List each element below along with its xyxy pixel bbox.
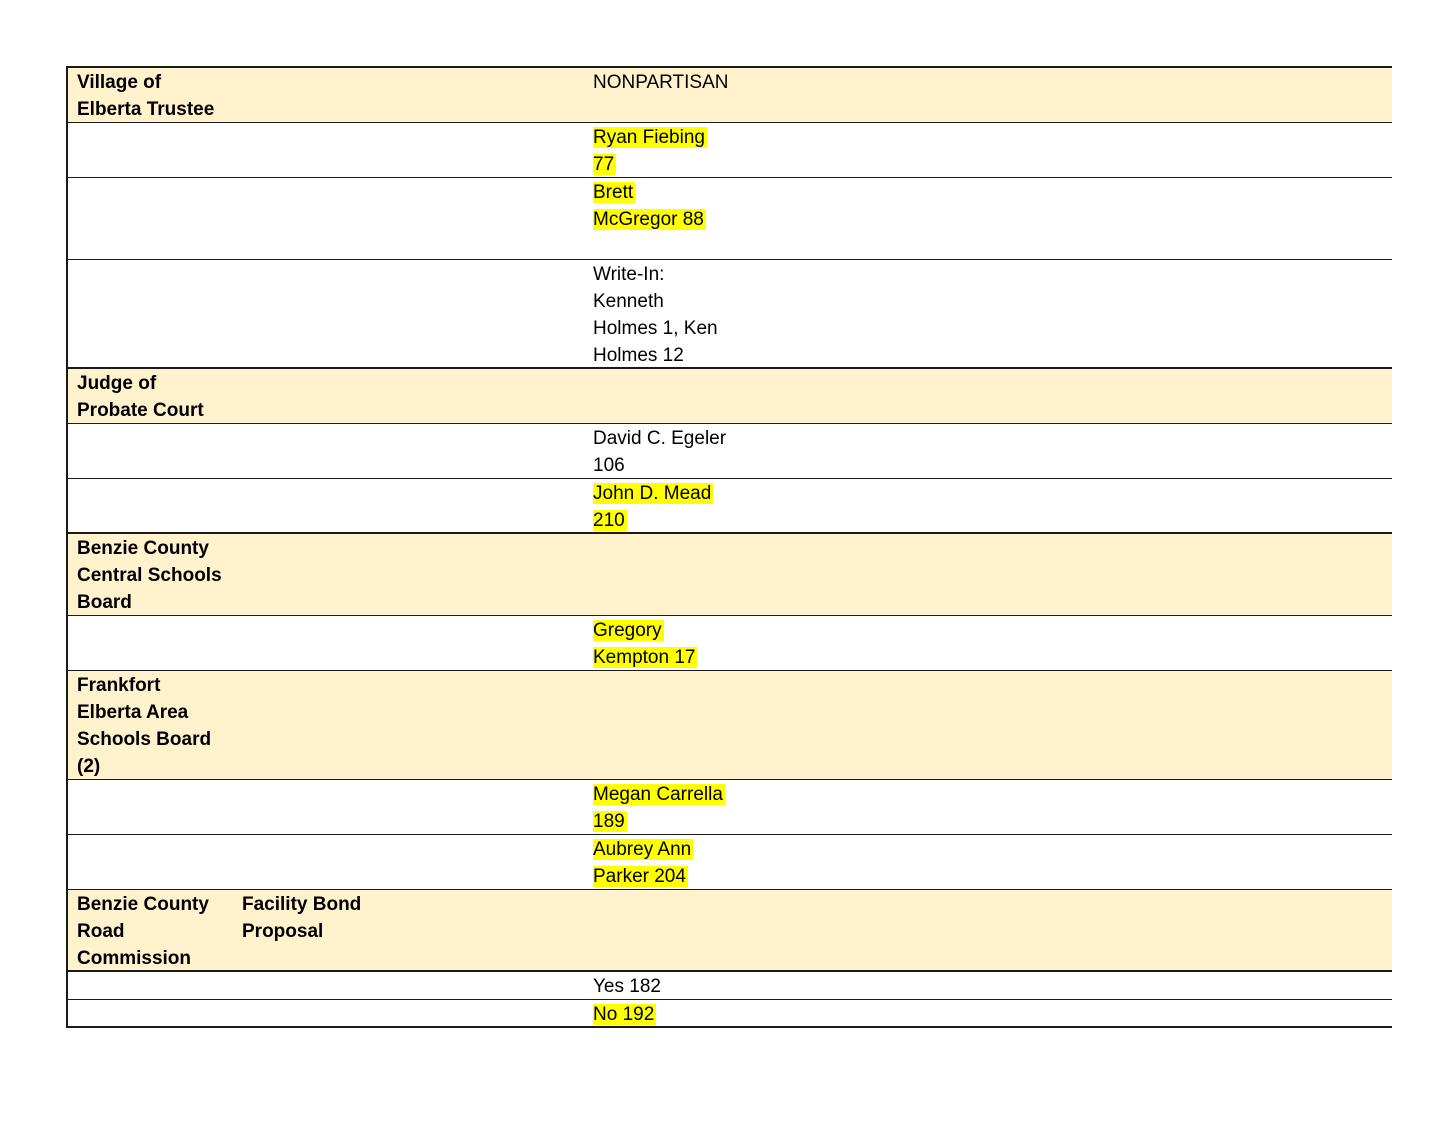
winner-candidate xyxy=(593,1001,656,1028)
winner-candidate xyxy=(593,617,697,671)
cell-text-line: Brett xyxy=(593,182,634,203)
candidate-row xyxy=(68,1000,1392,1028)
winner-candidate xyxy=(593,179,706,233)
candidate-row xyxy=(68,479,1392,534)
cell-text-line: Commission xyxy=(77,948,192,969)
candidate-row xyxy=(68,260,1392,369)
cell-text-line: David C. Egeler xyxy=(593,428,727,449)
office-header-row xyxy=(68,671,1392,780)
cell-text-line: John D. Mead xyxy=(593,483,712,504)
cell-text-line: Frankfort xyxy=(77,675,161,696)
winner-candidate xyxy=(593,480,713,534)
office-name xyxy=(77,69,214,123)
cell-text-line: Ryan Fiebing xyxy=(593,127,705,148)
cell-text-line: Elberta Trustee xyxy=(77,99,215,120)
office-header-row xyxy=(68,369,1392,424)
cell-text-line: Village of xyxy=(77,72,162,93)
cell-text-line: No 192 xyxy=(593,1004,655,1025)
proposal-name xyxy=(242,891,361,945)
cell-text-line: Holmes 12 xyxy=(593,345,684,366)
cell-text-line: Gregory xyxy=(593,620,662,641)
candidate xyxy=(593,425,726,479)
cell-text-line: Kenneth xyxy=(593,291,664,312)
cell-text-line: Write-In: xyxy=(593,264,665,285)
candidate-row xyxy=(68,780,1392,835)
winner-candidate xyxy=(593,781,725,835)
candidate-row xyxy=(68,178,1392,260)
cell-text-line: Central Schools xyxy=(77,565,222,586)
cell-text-line: Board xyxy=(77,592,132,613)
cell-text-line: Proposal xyxy=(242,921,324,942)
election-results-table xyxy=(66,66,1392,1028)
office-header-row xyxy=(68,890,1392,972)
cell-text-line: 189 xyxy=(593,811,625,832)
office-header-row xyxy=(68,68,1392,123)
cell-text-line: Benzie County xyxy=(77,894,209,915)
cell-text-line: Judge of xyxy=(77,373,157,394)
candidate-row xyxy=(68,123,1392,178)
cell-text-line: Kempton 17 xyxy=(593,647,696,668)
cell-text-line: Parker 204 xyxy=(593,866,686,887)
cell-text-line: Elberta Area xyxy=(77,702,189,723)
cell-text-line: Yes 182 xyxy=(593,976,661,997)
cell-text-line: 77 xyxy=(593,154,615,175)
cell-text-line: Aubrey Ann xyxy=(593,839,692,860)
cell-text-line: Probate Court xyxy=(77,400,204,421)
office-name xyxy=(77,672,211,780)
office-name xyxy=(77,370,204,424)
cell-text-line: Facility Bond xyxy=(242,894,362,915)
cell-text-line: Megan Carrella xyxy=(593,784,723,805)
cell-text-line: 210 xyxy=(593,510,625,531)
candidate xyxy=(593,973,661,1000)
cell-text-line: Benzie County xyxy=(77,538,209,559)
candidate xyxy=(593,261,718,369)
office-name xyxy=(77,535,222,616)
candidate-row xyxy=(68,616,1392,671)
winner-candidate xyxy=(593,124,707,178)
cell-text-line: Schools Board xyxy=(77,729,212,750)
cell-text-line: NONPARTISAN xyxy=(593,72,729,93)
winner-candidate xyxy=(593,836,693,890)
office-header-row xyxy=(68,534,1392,616)
candidate-row xyxy=(68,835,1392,890)
cell-text-line: McGregor 88 xyxy=(593,209,704,230)
cell-text-line: Road xyxy=(77,921,125,942)
cell-text-line: Holmes 1, Ken xyxy=(593,318,718,339)
party-label xyxy=(593,69,729,96)
candidate-row xyxy=(68,424,1392,479)
cell-text-line: (2) xyxy=(77,756,101,777)
candidate-row xyxy=(68,972,1392,1000)
office-name xyxy=(77,891,209,972)
cell-text-line: 106 xyxy=(593,455,625,476)
